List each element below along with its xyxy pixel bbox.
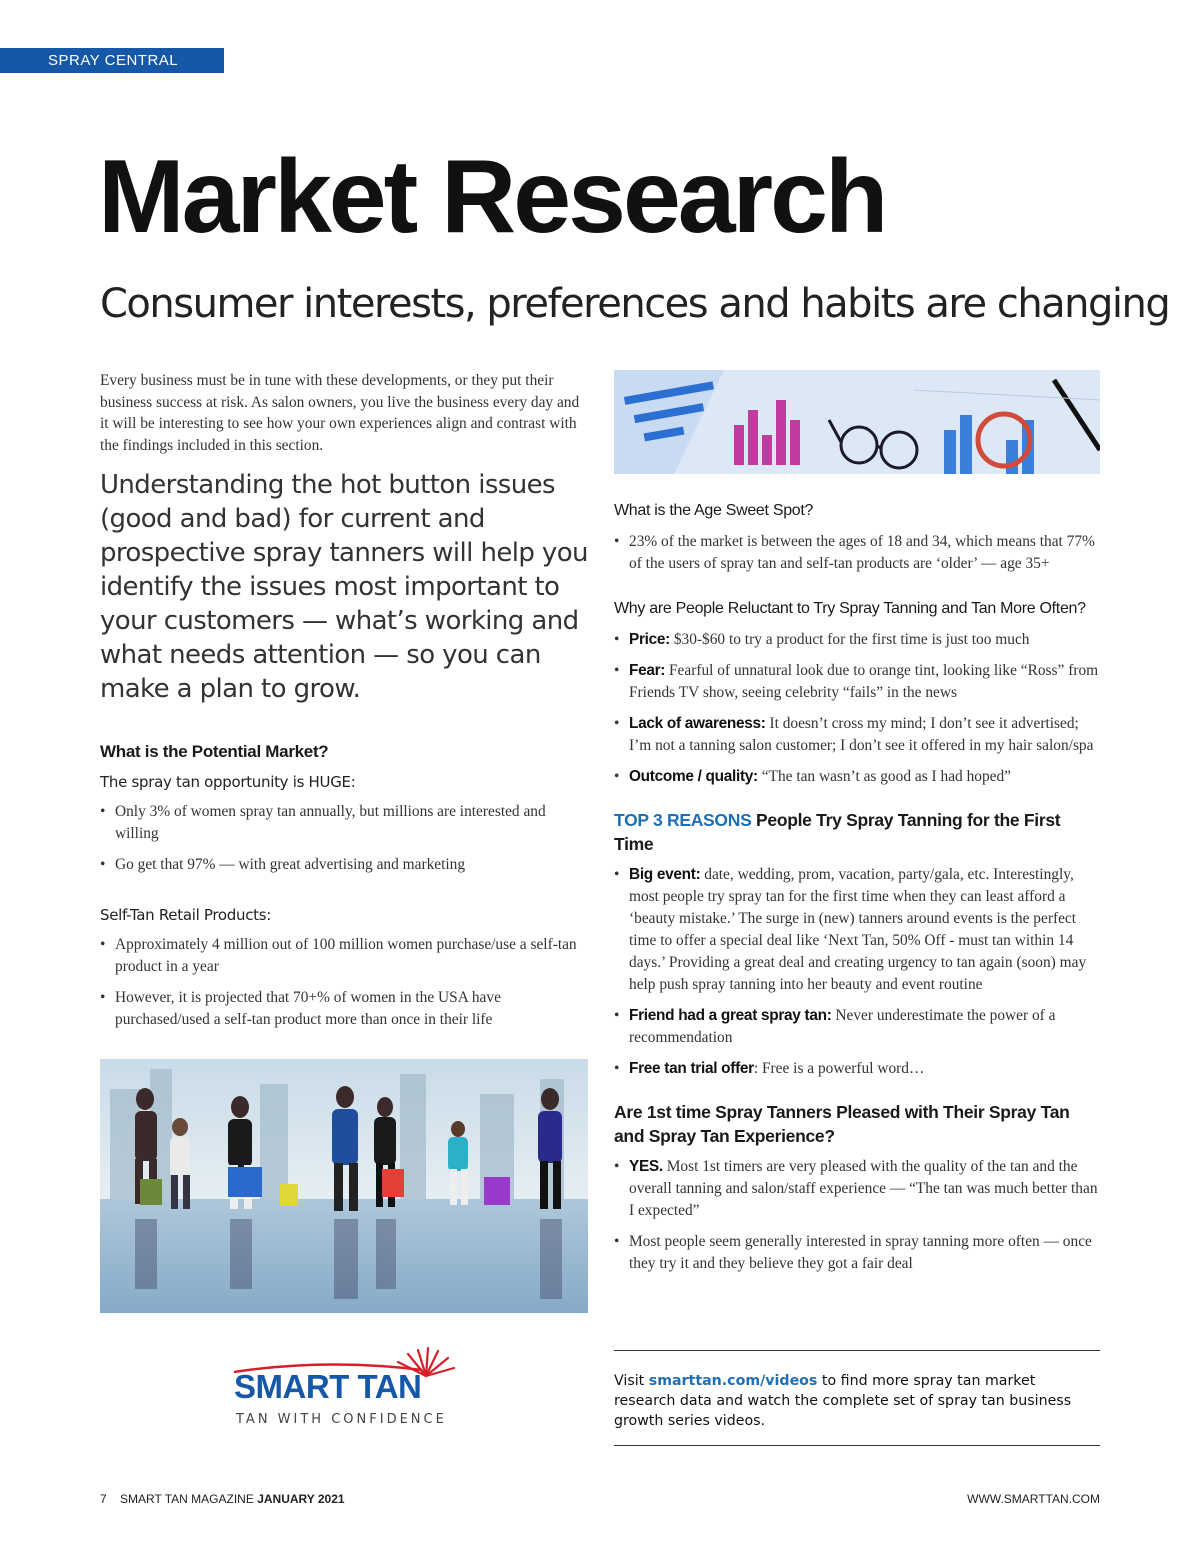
item-text: Most 1st timers are very pleased with the quality of the tan and the overall tanning and salon/staff experience — “The tan was much better than I expected” <box>629 1158 1098 1219</box>
item-lead: Fear: <box>629 662 666 679</box>
item-text: : Free is a powerful word… <box>753 1060 925 1077</box>
top-reasons-list <box>614 864 1100 1080</box>
list-item <box>614 1058 1100 1080</box>
item-text: $30-$60 to try a product for the first time is just too much <box>669 631 1030 648</box>
reluctance-list <box>614 629 1100 788</box>
item-text: Never underestimate the power of a recommendation <box>629 1007 1056 1046</box>
reluctance-heading: Why are People Reluctant to Try Spray Tanning and Tan More Often? <box>614 600 1086 617</box>
item-text: “The tan wasn’t as good as I had hoped” <box>757 768 1012 785</box>
item-text: date, wedding, prom, vacation, party/gala, etc. Interestingly, most people try spray tan for the first time when they can least afford a ‘beauty mistake.’ The surge in (new) tanners around events is the perfect time to offer a special deal like ‘Next Tan, 50% Off - must tan within 14 days.’ Providing a great deal and creating urgency to tan again (soon) may help push spray tanning into her beauty and event routine <box>629 866 1087 993</box>
item-lead: Free tan trial offer <box>629 1060 754 1077</box>
issue-date: JANUARY 2021 <box>257 1492 345 1506</box>
item-lead: Friend had a great spray tan: <box>629 1007 832 1024</box>
list-item: • Go get that 97% — with great advertising and marketing <box>100 854 588 876</box>
footer-left <box>100 1492 345 1506</box>
self-tan-list <box>100 934 588 1031</box>
top-reasons-heading <box>614 808 1100 856</box>
list-item: • 23% of the market is between the ages of 18 and 34, which means that 77% of the users of spray tan and self-tan products are ‘older’ — age 35+ <box>614 531 1100 575</box>
cta-text <box>614 1371 1100 1431</box>
cta-box <box>614 1350 1100 1446</box>
intro-paragraph: Every business must be in tune with these developments, or they put their business success at risk. As salon owners, you live the business every day and it will be interesting to see how your own experiences align and contrast with the findings included in this section. <box>100 372 580 454</box>
cta-suffix: to find more spray tan market research data and watch the complete set of spray tan business growth series videos. <box>614 1373 1072 1429</box>
crowd-photo <box>100 1059 588 1313</box>
list-item <box>614 766 1100 788</box>
videos-link[interactable]: smarttan.com/videos <box>648 1373 818 1389</box>
pleased-heading: Are 1st time Spray Tanners Pleased with Their Spray Tan and Spray Tan Experience? <box>614 1102 1070 1146</box>
list-item <box>614 660 1100 704</box>
item-text: Fearful of unnatural look due to orange tint, looking like “Ross” from Friends TV show, seeing celebrity “fails” in the news <box>629 662 1099 701</box>
item-lead: Lack of awareness: <box>629 715 766 732</box>
pleased-list <box>614 1156 1100 1275</box>
heading-accent: TOP 3 REASONS <box>614 810 752 830</box>
publication-name: SMART TAN MAGAZINE <box>120 1492 254 1506</box>
footer-website[interactable]: WWW.SMARTTAN.COM <box>967 1492 1100 1506</box>
page-number: 7 <box>100 1492 107 1506</box>
item-lead: Big event: <box>629 866 701 883</box>
list-item <box>614 864 1100 996</box>
charts-desk-image <box>614 370 1100 474</box>
list-item: • Only 3% of women spray tan annually, but millions are interested and willing <box>100 801 588 845</box>
age-list <box>614 531 1100 575</box>
list-item <box>614 1231 1100 1275</box>
heading-rest: People Try Spray Tanning for the First Time <box>614 810 1061 854</box>
section-tag: SPRAY CENTRAL <box>0 48 224 73</box>
item-text: It doesn’t cross my mind; I don’t see it advertised; I’m not a tanning salon customer; I don’t see it offered in my hair salon/spa <box>629 715 1094 754</box>
smart-tan-logo <box>226 1346 466 1430</box>
item-lead: YES. <box>629 1158 663 1175</box>
age-heading: What is the Age Sweet Spot? <box>614 502 814 519</box>
potential-market-label: The spray tan opportunity is HUGE: <box>100 773 356 792</box>
self-tan-label: Self-Tan Retail Products: <box>100 906 272 925</box>
item-lead: Price: <box>629 631 670 648</box>
list-item <box>614 1005 1100 1049</box>
logo-tagline: TAN WITH CONFIDENCE <box>236 1412 447 1427</box>
potential-market-heading: What is the Potential Market? <box>100 742 329 762</box>
right-column <box>614 370 1100 1284</box>
list-item: • However, it is projected that 70+% of women in the USA have purchased/used a self-tan product more than once in their life <box>100 987 588 1031</box>
list-item <box>614 713 1100 757</box>
logo-wordmark: SMART TAN <box>234 1368 422 1405</box>
left-column <box>100 370 588 1313</box>
cta-prefix: Visit <box>614 1373 649 1389</box>
pull-quote: Understanding the hot button issues (good and bad) for current and prospective spray tanners will help you identify the issues most important to your customers — what’s working and what needs attention — so you can make a plan to grow. <box>100 470 588 705</box>
potential-market-list <box>100 801 588 876</box>
list-item: • Approximately 4 million out of 100 million women purchase/use a self-tan product in a year <box>100 934 588 978</box>
page-subtitle: Consumer interests, preferences and habits are changing <box>100 281 1170 327</box>
list-item <box>614 629 1100 651</box>
people-walking-image <box>100 1059 588 1313</box>
item-lead: Outcome / quality: <box>629 768 758 785</box>
list-item <box>614 1156 1100 1222</box>
page-title: Market Research <box>98 139 886 255</box>
item-text: Most people seem generally interested in spray tanning more often — once they try it and they believe they got a fair deal <box>629 1233 1092 1272</box>
